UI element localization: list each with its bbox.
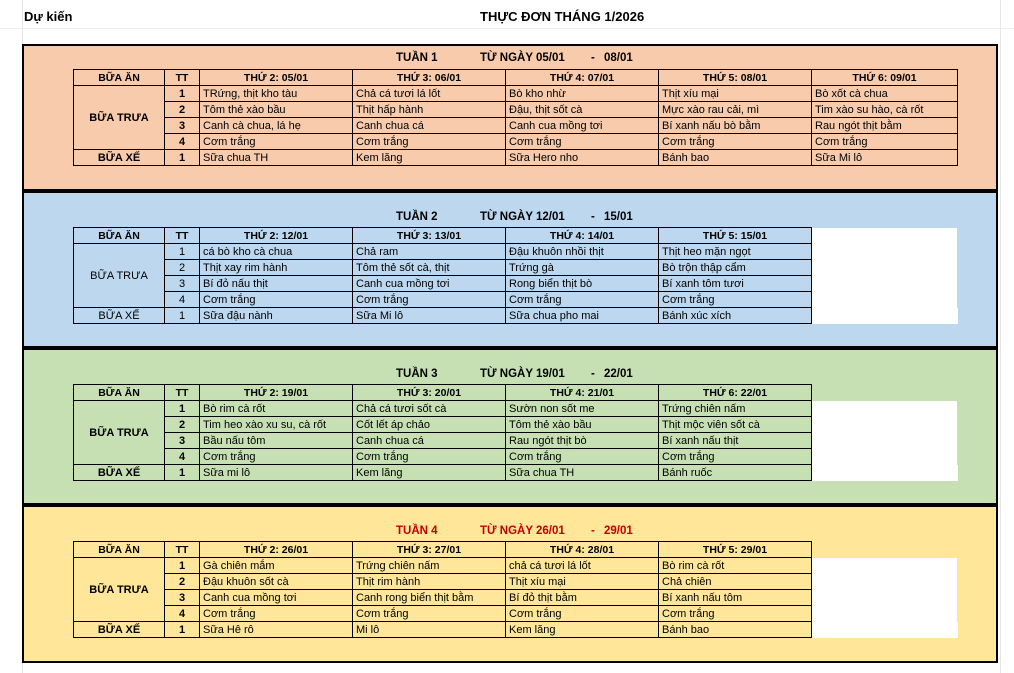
empty-cell xyxy=(812,433,958,449)
dish-cell[interactable]: Bí xanh nấu bò bằm xyxy=(659,118,812,134)
dish-cell[interactable]: Sữa chua TH xyxy=(200,150,353,166)
empty-cell xyxy=(812,574,958,590)
dish-cell[interactable]: Đậu, thịt sốt cà xyxy=(506,102,659,118)
corner-label: Dự kiến xyxy=(24,9,73,24)
date-separator: - xyxy=(591,211,595,223)
table-row xyxy=(74,401,958,417)
empty-cell xyxy=(812,244,958,260)
lunch-label: BỮA TRƯA xyxy=(74,558,165,622)
dish-cell[interactable]: Bí xanh tôm tươi xyxy=(659,276,812,292)
dish-cell[interactable]: Canh cua mồng tơi xyxy=(353,276,506,292)
dish-cell[interactable]: Bò kho nhừ xyxy=(506,86,659,102)
day-header: THỨ 4: 07/01 xyxy=(506,70,659,86)
table-row xyxy=(74,150,958,166)
dish-cell[interactable]: Bí đỏ nấu thịt xyxy=(200,276,353,292)
dish-cell[interactable]: Canh cua mồng tơi xyxy=(506,118,659,134)
lunch-label: BỮA TRƯA xyxy=(74,86,165,150)
dish-cell[interactable]: Bí xanh nấu thịt xyxy=(659,433,812,449)
week-label: TUẦN 1 xyxy=(396,52,438,64)
dish-cell[interactable]: cá bò kho cà chua xyxy=(200,244,353,260)
dish-cell[interactable]: Bánh bao xyxy=(659,622,812,638)
empty-cell xyxy=(812,228,958,244)
table-row xyxy=(74,118,958,134)
dish-cell[interactable]: Bánh xúc xích xyxy=(659,308,812,324)
dish-cell[interactable]: Sữa Mi lô xyxy=(353,308,506,324)
dish-cell[interactable]: Cơm trắng xyxy=(506,292,659,308)
table-row xyxy=(74,292,958,308)
table-row xyxy=(74,417,958,433)
day-header: THỨ 3: 13/01 xyxy=(353,228,506,244)
day-header: THỨ 2: 26/01 xyxy=(200,542,353,558)
dish-cell[interactable]: Chả cá tươi lá lốt xyxy=(353,86,506,102)
week-end-date: 22/01 xyxy=(604,368,633,380)
tt-cell: 1 xyxy=(165,622,200,638)
snack-label: BỮA XẾ xyxy=(74,308,165,324)
dish-cell[interactable]: Bầu nấu tôm xyxy=(200,433,353,449)
dish-cell[interactable]: Kem lăng xyxy=(353,465,506,481)
dish-cell[interactable]: Bò rim cà rốt xyxy=(659,558,812,574)
dish-cell[interactable]: Thịt xíu mại xyxy=(506,574,659,590)
week-1-table xyxy=(73,69,958,166)
dish-cell[interactable]: Mực xào rau cải, mì xyxy=(659,102,812,118)
dish-cell[interactable]: Sữa Mi lô xyxy=(812,150,958,166)
table-row xyxy=(74,276,958,292)
dish-cell[interactable]: Cốt lết áp chảo xyxy=(353,417,506,433)
dish-cell[interactable]: Trứng gà xyxy=(506,260,659,276)
dish-cell[interactable]: Cơm trắng xyxy=(353,292,506,308)
meal-header: BỮA ĂN xyxy=(74,542,165,558)
dish-cell[interactable]: Đậu khuôn sốt cà xyxy=(200,574,353,590)
week-start-date: TỪ NGÀY 05/01 xyxy=(480,52,565,64)
day-header: THỨ 2: 12/01 xyxy=(200,228,353,244)
week-3-table xyxy=(73,384,958,481)
day-header: THỨ 4: 21/01 xyxy=(506,385,659,401)
dish-cell[interactable]: Trứng chiên nấm xyxy=(353,558,506,574)
table-row xyxy=(74,449,958,465)
empty-cell xyxy=(812,401,958,417)
dish-cell[interactable]: Đậu khuôn nhồi thịt xyxy=(506,244,659,260)
day-header: THỨ 4: 14/01 xyxy=(506,228,659,244)
dish-cell[interactable]: Bí đỏ thịt bằm xyxy=(506,590,659,606)
table-row xyxy=(74,558,958,574)
snack-label: BỮA XẾ xyxy=(74,465,165,481)
tt-cell: 1 xyxy=(165,558,200,574)
table-row xyxy=(74,433,958,449)
page-title: THỰC ĐƠN THÁNG 1/2026 xyxy=(480,9,645,24)
dish-cell[interactable]: Cơm trắng xyxy=(659,134,812,150)
week-end-date: 08/01 xyxy=(604,52,633,64)
meal-header: BỮA ĂN xyxy=(74,385,165,401)
tt-cell: 2 xyxy=(165,102,200,118)
dish-cell[interactable]: Thịt heo mặn ngọt xyxy=(659,244,812,260)
day-header: THỨ 2: 05/01 xyxy=(200,70,353,86)
dish-cell[interactable]: Cơm trắng xyxy=(506,134,659,150)
dish-cell[interactable]: Sữa chua pho mai xyxy=(506,308,659,324)
tt-cell: 1 xyxy=(165,86,200,102)
empty-cell xyxy=(812,385,958,401)
date-separator: - xyxy=(591,368,595,380)
tt-cell: 4 xyxy=(165,449,200,465)
day-header: THỨ 6: 09/01 xyxy=(812,70,958,86)
table-row xyxy=(74,86,958,102)
dish-cell[interactable]: Canh chua cá xyxy=(353,118,506,134)
empty-cell xyxy=(812,542,958,558)
dish-cell[interactable]: Cơm trắng xyxy=(506,449,659,465)
week-start-date: TỪ NGÀY 19/01 xyxy=(480,368,565,380)
dish-cell[interactable]: Bánh bao xyxy=(659,150,812,166)
header-row xyxy=(74,70,958,86)
dish-cell[interactable]: Sườn non sốt me xyxy=(506,401,659,417)
table-row xyxy=(74,260,958,276)
table-row xyxy=(74,465,958,481)
empty-cell xyxy=(812,590,958,606)
day-header: THỨ 6: 22/01 xyxy=(659,385,812,401)
week-1-block xyxy=(22,44,998,191)
dish-cell[interactable]: Cơm trắng xyxy=(659,449,812,465)
dish-cell[interactable]: Mi lô xyxy=(353,622,506,638)
dish-cell[interactable]: Tôm thẻ xào bầu xyxy=(200,102,353,118)
table-row xyxy=(74,622,958,638)
day-header: THỨ 3: 27/01 xyxy=(353,542,506,558)
dish-cell[interactable]: Cơm trắng xyxy=(659,606,812,622)
dish-cell[interactable]: Bò rim cà rốt xyxy=(200,401,353,417)
table-row xyxy=(74,574,958,590)
week-label: TUẦN 2 xyxy=(396,211,438,223)
dish-cell[interactable]: chả cá tươi lá lốt xyxy=(506,558,659,574)
week-label: TUẦN 4 xyxy=(396,525,438,537)
table-row xyxy=(74,244,958,260)
tt-cell: 3 xyxy=(165,590,200,606)
tt-cell: 1 xyxy=(165,401,200,417)
tt-cell: 3 xyxy=(165,433,200,449)
dish-cell[interactable]: Chả chiên xyxy=(659,574,812,590)
week-2-block xyxy=(22,191,998,348)
dish-cell[interactable]: Canh cua mồng tơi xyxy=(200,590,353,606)
empty-cell xyxy=(812,308,958,324)
dish-cell[interactable]: Kem lăng xyxy=(506,622,659,638)
table-row xyxy=(74,590,958,606)
week-4-block xyxy=(22,505,998,663)
dish-cell[interactable]: Chả ram xyxy=(353,244,506,260)
dish-cell[interactable]: Bánh ruốc xyxy=(659,465,812,481)
meal-header: BỮA ĂN xyxy=(74,228,165,244)
tt-cell: 1 xyxy=(165,244,200,260)
header-row xyxy=(74,542,958,558)
date-separator: - xyxy=(591,52,595,64)
week-header xyxy=(24,52,996,66)
dish-cell[interactable]: Sữa Hê rô xyxy=(200,622,353,638)
tt-cell: 1 xyxy=(165,150,200,166)
tt-cell: 2 xyxy=(165,260,200,276)
day-header: THỨ 2: 19/01 xyxy=(200,385,353,401)
empty-cell xyxy=(812,465,958,481)
week-4-table xyxy=(73,541,958,638)
header-row xyxy=(74,228,958,244)
dish-cell[interactable]: TRứng, thịt kho tàu xyxy=(200,86,353,102)
tt-header: TT xyxy=(165,542,200,558)
empty-cell xyxy=(812,417,958,433)
table-row xyxy=(74,134,958,150)
week-end-date: 29/01 xyxy=(604,525,633,537)
date-separator: - xyxy=(591,525,595,537)
dish-cell[interactable]: Tim xào su hào, cà rốt xyxy=(812,102,958,118)
dish-cell[interactable]: Thịt hấp hành xyxy=(353,102,506,118)
table-row xyxy=(74,606,958,622)
table-row xyxy=(74,102,958,118)
dish-cell[interactable]: Bò xốt cà chua xyxy=(812,86,958,102)
dish-cell[interactable]: Rong biển thịt bò xyxy=(506,276,659,292)
tt-cell: 4 xyxy=(165,606,200,622)
dish-cell[interactable]: Sữa chua TH xyxy=(506,465,659,481)
dish-cell[interactable]: Canh cà chua, lá hẹ xyxy=(200,118,353,134)
dish-cell[interactable]: Cơm trắng xyxy=(200,606,353,622)
week-start-date: TỪ NGÀY 26/01 xyxy=(480,525,565,537)
dish-cell[interactable]: Cơm trắng xyxy=(812,134,958,150)
day-header: THỨ 3: 06/01 xyxy=(353,70,506,86)
tt-cell: 2 xyxy=(165,417,200,433)
dish-cell[interactable]: Cơm trắng xyxy=(353,134,506,150)
day-header: THỨ 5: 15/01 xyxy=(659,228,812,244)
dish-cell[interactable]: Trứng chiên nấm xyxy=(659,401,812,417)
dish-cell[interactable]: Sữa mi lô xyxy=(200,465,353,481)
dish-cell[interactable]: Cơm trắng xyxy=(659,292,812,308)
dish-cell[interactable]: Canh chua cá xyxy=(353,433,506,449)
week-header xyxy=(24,368,996,382)
week-header xyxy=(24,211,996,225)
day-header: THỨ 3: 20/01 xyxy=(353,385,506,401)
lunch-label: BỮA TRƯA xyxy=(74,244,165,308)
tt-cell: 2 xyxy=(165,574,200,590)
dish-cell[interactable]: Cơm trắng xyxy=(353,449,506,465)
dish-cell[interactable]: Thịt rim hành xyxy=(353,574,506,590)
snack-label: BỮA XẾ xyxy=(74,150,165,166)
tt-header: TT xyxy=(165,385,200,401)
tt-cell: 3 xyxy=(165,118,200,134)
dish-cell[interactable]: Cơm trắng xyxy=(200,292,353,308)
grid-column-line xyxy=(1000,0,1001,673)
dish-cell[interactable]: Bí xanh nấu tôm xyxy=(659,590,812,606)
dish-cell[interactable]: Bò trộn thập cẩm xyxy=(659,260,812,276)
dish-cell[interactable]: Sữa Hero nho xyxy=(506,150,659,166)
dish-cell[interactable]: Cơm trắng xyxy=(200,134,353,150)
dish-cell[interactable]: Thịt mộc viên sốt cà xyxy=(659,417,812,433)
dish-cell[interactable]: Chả cá tươi sốt cà xyxy=(353,401,506,417)
week-end-date: 15/01 xyxy=(604,211,633,223)
empty-cell xyxy=(812,622,958,638)
empty-cell xyxy=(812,292,958,308)
dish-cell[interactable]: Rau ngót thịt bò xyxy=(506,433,659,449)
empty-cell xyxy=(812,558,958,574)
week-label: TUẦN 3 xyxy=(396,368,438,380)
dish-cell[interactable]: Tôm thẻ xào bầu xyxy=(506,417,659,433)
dish-cell[interactable]: Cơm trắng xyxy=(506,606,659,622)
meal-header: BỮA ĂN xyxy=(74,70,165,86)
dish-cell[interactable]: Rau ngót thịt bằm xyxy=(812,118,958,134)
dish-cell[interactable]: Canh rong biển thịt bằm xyxy=(353,590,506,606)
dish-cell[interactable]: Cơm trắng xyxy=(353,606,506,622)
week-start-date: TỪ NGÀY 12/01 xyxy=(480,211,565,223)
grid-row-line xyxy=(0,28,1014,29)
lunch-label: BỮA TRƯA xyxy=(74,401,165,465)
empty-cell xyxy=(812,606,958,622)
empty-cell xyxy=(812,276,958,292)
dish-cell[interactable]: Thịt xíu mại xyxy=(659,86,812,102)
week-header xyxy=(24,525,996,539)
day-header: THỨ 4: 28/01 xyxy=(506,542,659,558)
tt-cell: 4 xyxy=(165,292,200,308)
day-header: THỨ 5: 08/01 xyxy=(659,70,812,86)
tt-cell: 1 xyxy=(165,465,200,481)
dish-cell[interactable]: Tim heo xào xu su, cà rốt xyxy=(200,417,353,433)
dish-cell[interactable]: Sữa đậu nành xyxy=(200,308,353,324)
tt-cell: 1 xyxy=(165,308,200,324)
tt-cell: 3 xyxy=(165,276,200,292)
tt-cell: 4 xyxy=(165,134,200,150)
tt-header: TT xyxy=(165,228,200,244)
week-3-block xyxy=(22,348,998,505)
dish-cell[interactable]: Gà chiên mắm xyxy=(200,558,353,574)
snack-label: BỮA XẾ xyxy=(74,622,165,638)
dish-cell[interactable]: Tôm thẻ sốt cà, thịt xyxy=(353,260,506,276)
empty-cell xyxy=(812,449,958,465)
dish-cell[interactable]: Thịt xay rim hành xyxy=(200,260,353,276)
header-row xyxy=(74,385,958,401)
tt-header: TT xyxy=(165,70,200,86)
table-row xyxy=(74,308,958,324)
week-2-table xyxy=(73,227,958,324)
empty-cell xyxy=(812,260,958,276)
day-header: THỨ 5: 29/01 xyxy=(659,542,812,558)
dish-cell[interactable]: Kem lăng xyxy=(353,150,506,166)
dish-cell[interactable]: Cơm trắng xyxy=(200,449,353,465)
